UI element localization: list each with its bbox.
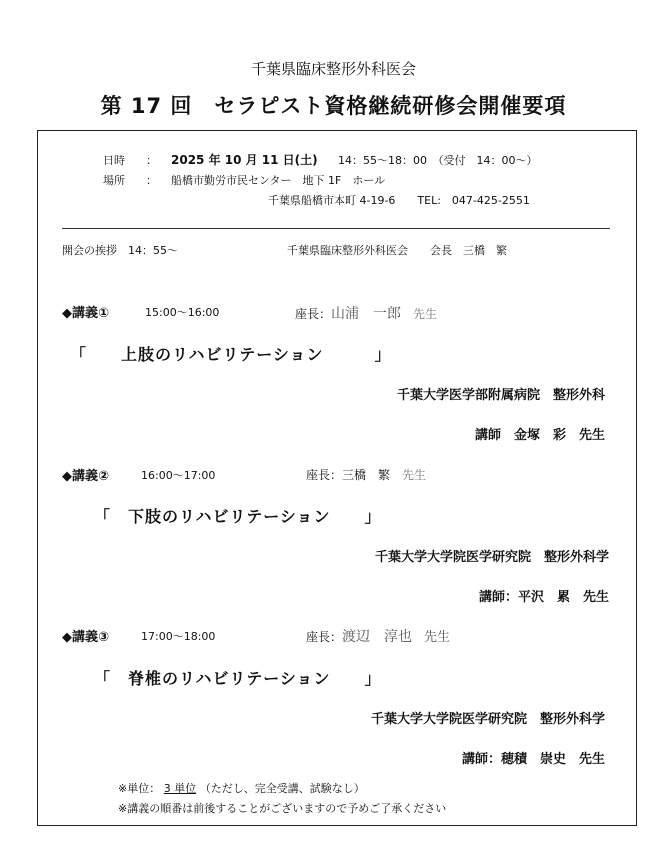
divider xyxy=(62,228,610,229)
date-colon: ： xyxy=(146,154,157,167)
lecture-3-heading: ◆講義③ xyxy=(62,630,110,645)
chair-name: 渡辺 淳也 xyxy=(342,629,413,645)
chair-label: 座長： xyxy=(306,468,343,482)
opening-label: 開会の挨拶 14：55〜 xyxy=(62,244,178,257)
lecture-1-topic: 「 上肢のリハビリテーション 」 xyxy=(70,345,392,364)
event-date: 2025 年 10 月 11 日(土) xyxy=(171,153,318,167)
lecture-2-time: 16:00〜17:00 xyxy=(141,469,216,482)
unit-note xyxy=(118,780,365,796)
document-title: 第 17 回 セラピスト資格継続研修会開催要項 xyxy=(100,94,567,118)
lecture-3-topic: 「 脊椎のリハビリテーション 」 xyxy=(94,669,382,688)
organization-name: 千葉県臨床整形外科医会 xyxy=(250,60,416,78)
lecture-3-time: 17:00〜18:00 xyxy=(141,630,216,643)
chair-label: 座長： xyxy=(295,307,332,321)
place-colon: ： xyxy=(146,174,157,187)
lecture-1-chair xyxy=(295,303,437,323)
lecture-2-topic: 「 下肢のリハビリテーション 」 xyxy=(94,507,382,526)
chair-suffix: 先生 xyxy=(402,468,427,482)
lecture-1-lecturer: 講師 金塚 彩 先生 xyxy=(474,428,605,443)
date-label: 日時 xyxy=(103,154,125,167)
lecture-1-institution: 千葉大学医学部附属病院 整形外科 xyxy=(396,388,605,403)
lecture-2-institution: 千葉大学大学院医学研究院 整形外科学 xyxy=(374,550,609,565)
place-label: 場所 xyxy=(103,174,125,187)
lecture-2-chair xyxy=(306,466,426,483)
chair-suffix: 先生 xyxy=(413,307,438,321)
unit-value: 3 単位 xyxy=(163,782,197,795)
lecture-3-institution: 千葉大学大学院医学研究院 整形外科学 xyxy=(370,712,605,727)
opening-speaker: 千葉県臨床整形外科医会 会長 三橋 繁 xyxy=(287,244,507,257)
unit-suffix: （ただし、完全受講、試験なし） xyxy=(199,782,365,795)
lecture-2-heading: ◆講義② xyxy=(62,469,110,484)
venue: 船橋市勤労市民センター 地下 1F ホール xyxy=(171,174,386,187)
chair-label: 座長： xyxy=(306,630,343,644)
lecture-2-lecturer: 講師：平沢 累 先生 xyxy=(478,590,609,605)
chair-name: 三橋 繁 xyxy=(342,468,391,482)
lecture-3-lecturer: 講師：穂積 崇史 先生 xyxy=(461,752,605,767)
chair-suffix: 先生 xyxy=(424,630,451,645)
venue-address: 千葉県船橋市本町 4-19-6 TEL: 047-425-2551 xyxy=(268,194,530,207)
lecture-1-time: 15:00〜16:00 xyxy=(145,306,220,319)
chair-name: 山浦 一郎 xyxy=(331,306,402,322)
event-time: 14：55〜18：00 （受付 14：00〜） xyxy=(338,154,538,167)
lecture-3-chair xyxy=(306,626,450,646)
order-note: ※講義の順番は前後することがございますので予めご了承ください xyxy=(118,802,447,815)
lecture-1-heading: ◆講義① xyxy=(62,306,110,321)
unit-prefix: ※単位： xyxy=(118,782,161,795)
